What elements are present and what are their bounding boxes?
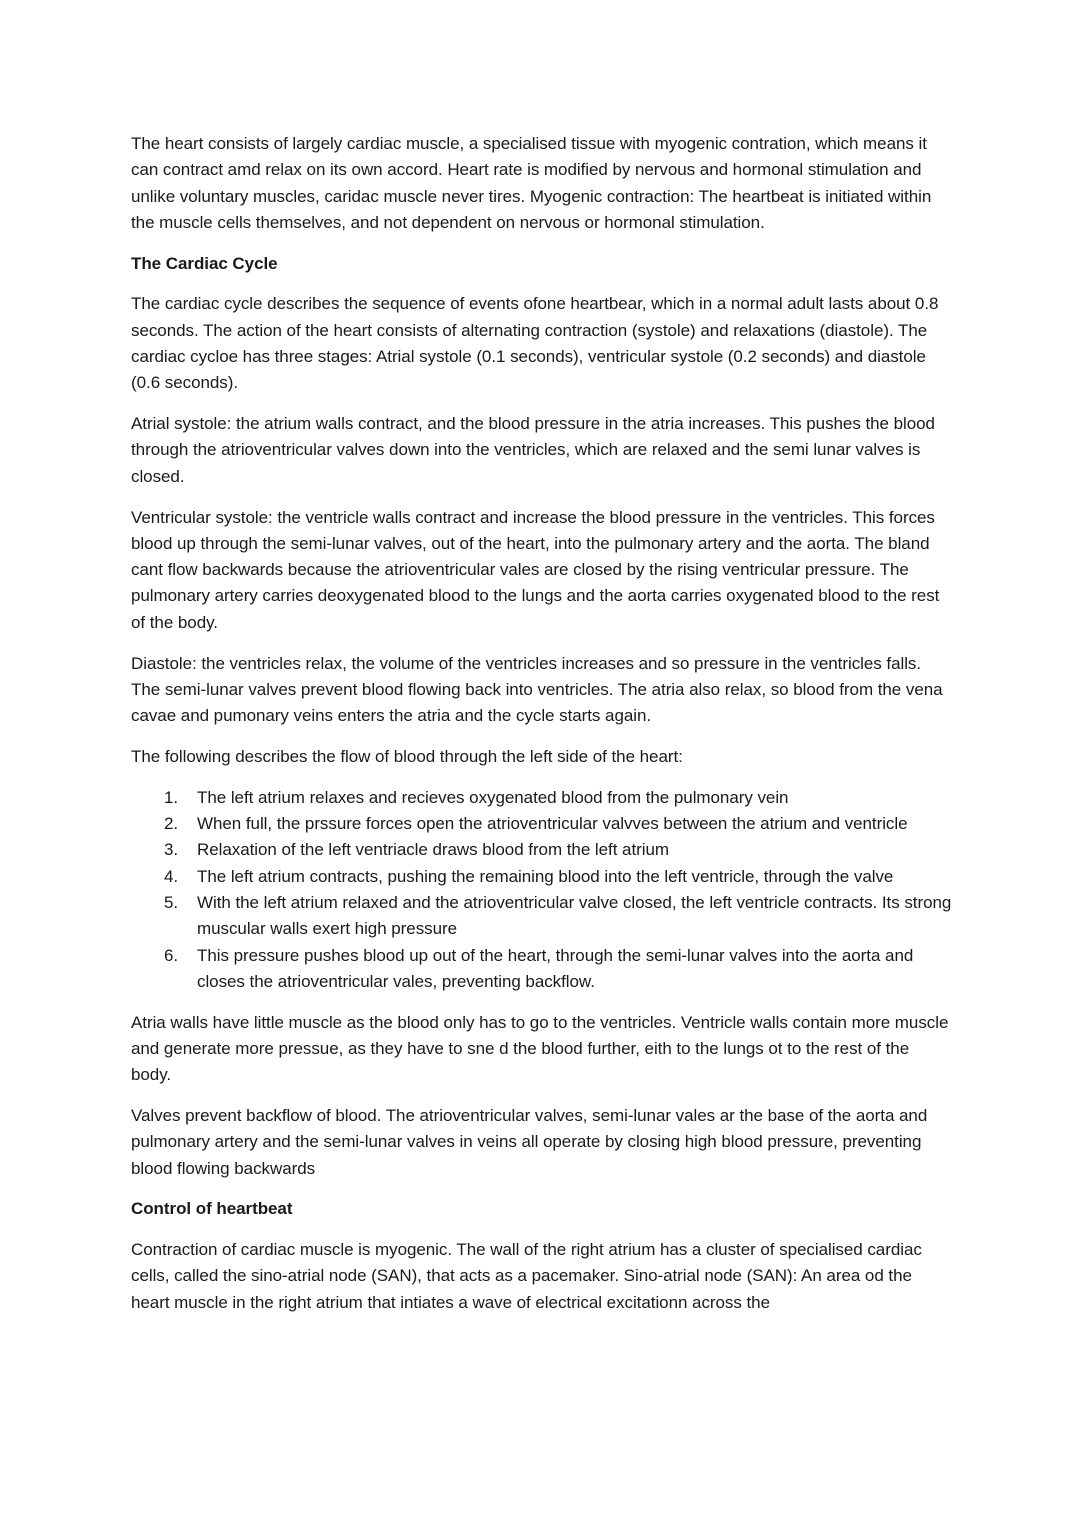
walls-paragraph: Atria walls have little muscle as the blood only has to go to the ventricles. Ventricle walls contain more muscle and generate more pressue, as they have to sne d the blood further, eith to the lungs ot to the rest of the body. xyxy=(131,1012,949,1085)
list-item-text: When full, the prssure forces open the atrioventricular valvves between the atrium and ventricle xyxy=(197,814,908,834)
flow-intro-paragraph: The following describes the flow of blood through the left side of the heart: xyxy=(131,746,683,766)
list-item xyxy=(131,864,953,890)
list-item-text: With the left atrium relaxed and the atrioventricular valve closed, the left ventricle contracts. Its strong muscular walls exert high pressure xyxy=(197,892,952,939)
list-item-number: 1. xyxy=(164,787,179,807)
list-item xyxy=(131,943,953,996)
intro-paragraph: The heart consists of largely cardiac muscle, a specialised tissue with myogenic contration, which means it can contract amd relax on its own accord. Heart rate is modified by nervous and hormonal stimulation and unlike voluntary muscles, caridac muscle never tires. Myogenic contraction: The heartbeat is initiated within the muscle cells themselves, and not dependent on nervous or hormonal stimulation. xyxy=(131,134,932,232)
list-item-text: Relaxation of the left ventriacle draws blood from the left atrium xyxy=(197,840,669,860)
atrial-systole-paragraph: Atrial systole: the atrium walls contract, and the blood pressure in the atria increases. This pushes the blood through the atrioventricular valves down into the ventricles, which are relaxed and the semi lunar valves is closed. xyxy=(131,414,935,486)
list-item xyxy=(131,785,953,811)
list-item-text: This pressure pushes blood up out of the heart, through the semi-lunar valves into the aorta and closes the atrioventricular vales, preventing backflow. xyxy=(197,945,914,991)
list-item-number: 4. xyxy=(164,866,179,886)
diastole-paragraph: Diastole: the ventricles relax, the volume of the ventricles increases and so pressure in the ventricles falls. The semi-lunar valves prevent blood flowing back into ventricles. The atria also relax, so blood from the vena cavae and pumonary veins enters the atria and the cycle starts again. xyxy=(131,653,943,726)
list-item-number: 6. xyxy=(164,945,179,965)
control-paragraph: Contraction of cardiac muscle is myogenic. The wall of the right atrium has a cluster of specialised cardiac cells, called the sino-atrial node (SAN), that acts as a pacemaker. Sino-atrial node (SAN): An area od the heart muscle in the right atrium that intiates a wave of electrical excitationn across the xyxy=(131,1240,922,1312)
list-item xyxy=(131,837,953,863)
cycle-overview-paragraph: The cardiac cycle describes the sequence of events ofone heartbear, which in a normal adult lasts about 0.8 seconds. The action of the heart consists of alternating contraction (systole) and relaxations (diastole). The cardiac cycloe has three stages: Atrial systole (0.1 seconds), ventricular systole (0.2 seconds) and diastole (0.6 seconds). xyxy=(131,294,939,393)
list-item-number: 5. xyxy=(164,892,179,912)
ventricular-systole-paragraph: Ventricular systole: the ventricle walls contract and increase the blood pressure in the ventricles. This forces blood up through the semi-lunar valves, out of the heart, into the pulmonary artery and the aorta. The bland cant flow backwards because the atrioventricular vales are closed by the rising ventricular pressure. The pulmonary artery carries deoxygenated blood to the lungs and the aorta carries oxygenated blood to the rest of the body. xyxy=(131,507,940,632)
document-page xyxy=(131,131,953,1331)
heading-cardiac-cycle: The Cardiac Cycle xyxy=(131,253,278,273)
list-item xyxy=(131,890,953,943)
list-item-text: The left atrium contracts, pushing the remaining blood into the left ventricle, through the valve xyxy=(197,866,894,886)
flow-steps-list xyxy=(131,785,953,995)
list-item-number: 3. xyxy=(164,840,179,860)
list-item-number: 2. xyxy=(164,814,179,834)
heading-control-of-heartbeat: Control of heartbeat xyxy=(131,1199,293,1219)
list-item-text: The left atrium relaxes and recieves oxygenated blood from the pulmonary vein xyxy=(197,787,789,807)
list-item xyxy=(131,811,953,837)
valves-paragraph: Valves prevent backflow of blood. The atrioventricular valves, semi-lunar vales ar the base of the aorta and pulmonary artery and the semi-lunar valves in veins all operate by closing high blood pressure, preventing blood flowing backwards xyxy=(131,1106,928,1178)
